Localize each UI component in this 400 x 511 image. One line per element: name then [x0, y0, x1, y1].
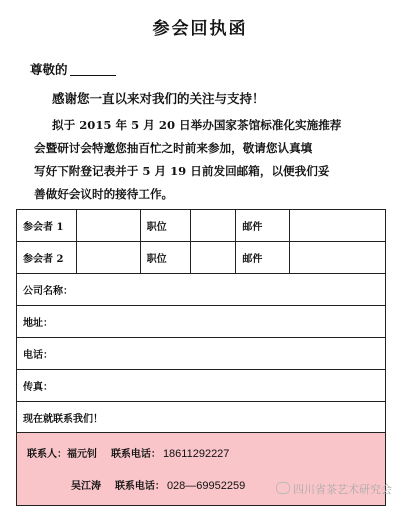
participant-2-label: 参会者 2 — [17, 242, 77, 274]
page-title: 参会回执函 — [152, 19, 248, 39]
fax-field[interactable] — [17, 370, 386, 402]
contact-person-1: 福元钊 — [67, 449, 97, 460]
participant-2-name-field[interactable] — [76, 242, 140, 274]
position-2-field[interactable] — [190, 242, 236, 274]
address-row — [17, 306, 386, 338]
name-blank — [70, 75, 116, 76]
wechat-icon — [276, 482, 290, 494]
phone-row — [17, 338, 386, 370]
watermark-text: 四川省茶艺术研究会 — [293, 483, 392, 496]
contact-line-2 — [71, 477, 245, 492]
position-1-field[interactable] — [190, 210, 236, 242]
participant-1-name-field[interactable] — [76, 210, 140, 242]
greeting — [30, 60, 116, 78]
address-field[interactable] — [17, 306, 386, 338]
participant-row-1 — [17, 210, 386, 242]
fax-label: 传真： — [23, 382, 53, 393]
thanks-paragraph: 感谢您一直以来对我们的关注与支持！ — [52, 91, 265, 106]
contact-line-1 — [27, 445, 229, 460]
contact-label: 联系人： — [27, 449, 67, 460]
company-field[interactable] — [17, 274, 386, 306]
participant-row-2 — [17, 242, 386, 274]
position-1-label: 职位 — [140, 210, 190, 242]
invitation-line-4: 善做好会议时的接待工作。 — [34, 187, 174, 201]
invitation-line-3: 写好下附登记表并于 5 月 19 日前发回邮箱，以便我们妥 — [34, 164, 330, 178]
greeting-text: 尊敬的 — [30, 62, 68, 77]
contact-phone-label-1: 联系电话： — [110, 449, 161, 460]
invitation-line-1: 拟于 2015 年 5 月 20 日举办国家茶馆标准化实施推荐 — [52, 118, 342, 132]
contact-phone-2: 028—69952259 — [166, 480, 246, 492]
invitation-line-2: 会暨研讨会特邀您抽百忙之时前来参加，敬请您认真填 — [34, 141, 313, 155]
watermark — [276, 481, 392, 497]
contact-phone-1: 18611292227 — [162, 448, 230, 460]
contact-phone-label-2: 联系电话： — [114, 481, 165, 492]
participant-1-label: 参会者 1 — [17, 210, 77, 242]
registration-form — [16, 209, 386, 506]
contact-us-text: 现在就联系我们！ — [17, 402, 386, 433]
contact-person-2: 吴江涛 — [71, 481, 101, 492]
email-1-label: 邮件 — [236, 210, 290, 242]
company-row — [17, 274, 386, 306]
email-2-field[interactable] — [290, 242, 386, 274]
company-label: 公司名称： — [23, 286, 73, 297]
phone-field[interactable] — [17, 338, 386, 370]
phone-label: 电话： — [23, 350, 53, 361]
contact-us-row — [17, 402, 386, 433]
position-2-label: 职位 — [140, 242, 190, 274]
address-label: 地址： — [23, 318, 53, 329]
email-2-label: 邮件 — [236, 242, 290, 274]
fax-row — [17, 370, 386, 402]
email-1-field[interactable] — [290, 210, 386, 242]
